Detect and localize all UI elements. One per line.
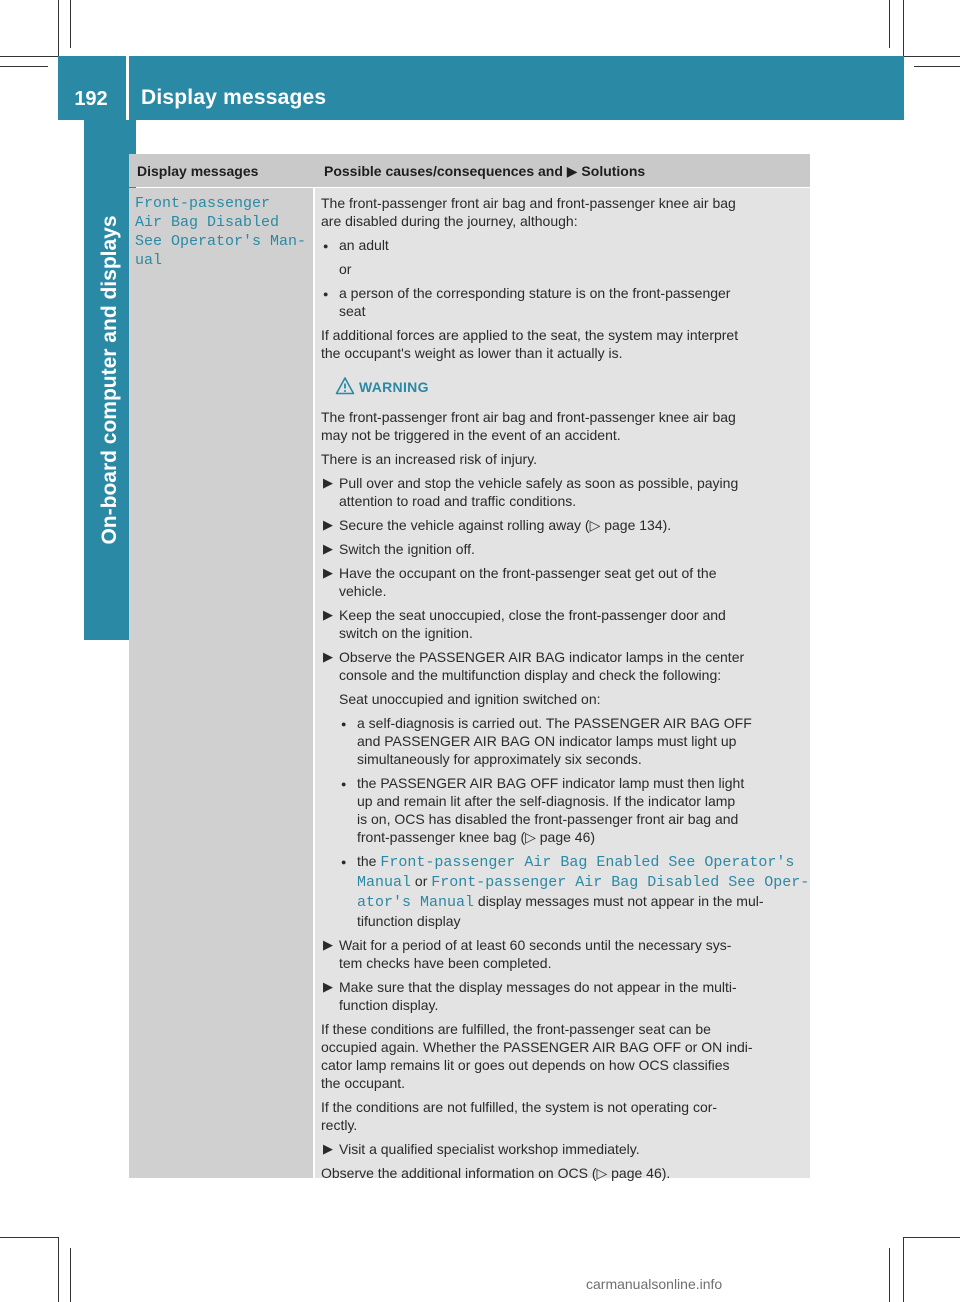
display-message-ref: Manual: [357, 874, 412, 891]
not-fulfilled-paragraph: [321, 1098, 805, 1134]
text-line: console and the multifunction display and check the following:: [339, 667, 722, 683]
step-item: [321, 648, 805, 684]
bullet-item: [321, 236, 805, 254]
text-line: rectly.: [321, 1117, 358, 1133]
step-item: [321, 606, 805, 642]
text-line: If additional forces are applied to the seat, the system may interpret: [321, 327, 739, 343]
crop-mark: [889, 0, 890, 48]
crop-mark: [58, 0, 59, 56]
warning-heading: [321, 376, 805, 398]
text-line: Switch the ignition off.: [339, 541, 475, 557]
crop-mark: [70, 0, 71, 48]
chapter-tab-label: On-board computer and displays: [98, 215, 121, 545]
text-line: a person of the corresponding stature is on the front-passenger: [339, 285, 731, 301]
text-line: a self-diagnosis is carried out. The PASSENGER AIR BAG OFF: [357, 715, 752, 731]
message-line: See Operator's Man‐: [135, 233, 307, 250]
text-line: Have the occupant on the front-passenger seat get out of the: [339, 565, 717, 581]
text-line: the occupant's weight as lower than it actually is.: [321, 345, 623, 361]
crop-mark: [0, 66, 48, 67]
intro-paragraph: [321, 194, 805, 230]
risk-paragraph: [321, 450, 805, 468]
text-line: cator lamp remains lit or goes out depends on how OCS classifies: [321, 1057, 730, 1073]
text-line: Make sure that the display messages do not appear in the multi‐: [339, 979, 737, 995]
crop-mark: [0, 56, 58, 57]
or-text: or: [339, 261, 352, 277]
warning-triangle-icon: [335, 376, 355, 396]
text-line: the occupant.: [321, 1075, 406, 1091]
display-messages-table: [129, 154, 810, 1181]
crop-mark: [914, 66, 960, 67]
crop-mark: [70, 1248, 71, 1302]
text-line: and PASSENGER AIR BAG ON indicator lamps must light up: [357, 733, 737, 749]
bullet-icon: ●: [341, 719, 347, 729]
display-message-text: [135, 194, 306, 270]
step-arrow-icon: ▶: [323, 937, 333, 952]
warning-paragraph: [321, 408, 805, 444]
step-item: [321, 474, 805, 510]
text-line: the PASSENGER AIR BAG OFF indicator lamp must then light: [357, 775, 745, 791]
text-line: up and remain lit after the self-diagnosis. If the indicator lamp: [357, 793, 736, 809]
message-cell: [129, 188, 313, 1178]
sub-bullet-item: [321, 852, 810, 930]
step-arrow-icon: ▶: [323, 979, 333, 994]
text-line: seat: [339, 303, 366, 319]
text-line: are disabled during the journey, although:: [321, 213, 578, 229]
bullet-item: [321, 284, 805, 320]
warning-label: WARNING: [359, 379, 429, 395]
text-line: tem checks have been completed.: [339, 955, 552, 971]
column-header-solutions: Possible causes/consequences and ▶ Solutions: [324, 163, 646, 179]
text-line: may not be triggered in the event of an accident.: [321, 427, 621, 443]
text-line: tifunction display: [357, 913, 461, 929]
text-line: vehicle.: [339, 583, 387, 599]
bullet-icon: ●: [341, 857, 347, 867]
observe-paragraph: [321, 1164, 805, 1182]
step-arrow-icon: ▶: [323, 1141, 333, 1156]
message-line: Air Bag Disabled: [135, 214, 280, 231]
table-header-row: [129, 154, 810, 187]
column-header-messages: Display messages: [137, 163, 259, 179]
text-line: [357, 892, 805, 912]
page-link[interactable]: Secure the vehicle against rolling away (▷ page 134).: [339, 517, 672, 533]
sub-bullet-item: [321, 714, 805, 768]
text-line: switch on the ignition.: [339, 625, 473, 641]
watermark: carmanualsonline.info: [586, 1276, 723, 1292]
step-item: [321, 540, 805, 558]
sub-bullet-item: [321, 774, 805, 846]
step-arrow-icon: ▶: [323, 607, 333, 622]
text-line: Observe the PASSENGER AIR BAG indicator lamps in the center: [339, 649, 745, 665]
text-line: [357, 872, 810, 892]
solutions-content: [321, 194, 810, 1188]
step-item: [321, 516, 805, 534]
step-item: [321, 564, 805, 600]
text-line: an adult: [339, 237, 389, 253]
step-arrow-icon: ▶: [323, 517, 333, 532]
page-link[interactable]: front-passenger knee bag (▷ page 46): [357, 829, 596, 845]
bullet-icon: ●: [323, 241, 329, 251]
display-message-ref: ator's Manual: [357, 894, 475, 911]
inline-text: or: [414, 873, 428, 889]
fulfilled-paragraph: [321, 1020, 805, 1092]
text-line: Visit a qualified specialist workshop immediately.: [339, 1141, 640, 1157]
page-link[interactable]: Observe the additional information on OCS (▷ page 46).: [321, 1165, 671, 1181]
text-line: attention to road and traffic conditions.: [339, 493, 577, 509]
inline-text: the: [357, 853, 377, 869]
step-arrow-icon: ▶: [323, 565, 333, 580]
crop-mark: [904, 1237, 960, 1238]
text-line: Keep the seat unoccupied, close the front-passenger door and: [339, 607, 726, 623]
text-line: occupied again. Whether the PASSENGER AIR BAG OFF or ON indi‐: [321, 1039, 753, 1055]
inline-text: display messages must not appear in the mul‐: [477, 893, 764, 909]
message-line: Front-passenger: [135, 195, 271, 212]
text-line: [357, 852, 805, 872]
step-item: [321, 978, 805, 1014]
message-line: ual: [135, 252, 163, 269]
additional-paragraph: [321, 326, 805, 362]
crop-mark: [903, 0, 904, 56]
step-arrow-icon: ▶: [323, 649, 333, 664]
display-message-ref: Front-passenger Air Bag Enabled See Operator's: [380, 854, 795, 871]
text-line: Pull over and stop the vehicle safely as soon as possible, paying: [339, 475, 739, 491]
step-arrow-icon: ▶: [323, 541, 333, 556]
step-item: [321, 936, 805, 972]
header-divider: [126, 56, 129, 120]
step-item: [321, 1140, 805, 1158]
crop-mark: [904, 56, 960, 57]
text-line: is on, OCS has disabled the front-passenger front air bag and: [357, 811, 739, 827]
text-line: If these conditions are fulfilled, the front-passenger seat can be: [321, 1021, 711, 1037]
page-title: Display messages: [141, 86, 327, 109]
text-line: simultaneously for approximately six seconds.: [357, 751, 642, 767]
bullet-icon: ●: [323, 289, 329, 299]
text-line: function display.: [339, 997, 439, 1013]
step-arrow-icon: ▶: [323, 475, 333, 490]
page-number: 192: [74, 88, 108, 110]
display-message-ref: Front-passenger Air Bag Disabled See Oper‐: [431, 874, 810, 891]
seat-note: Seat unoccupied and ignition switched on:: [339, 691, 601, 707]
crop-mark: [58, 1237, 59, 1302]
crop-mark: [889, 1248, 890, 1302]
text-line: The front-passenger front air bag and front-passenger knee air bag: [321, 409, 736, 425]
text-line: There is an increased risk of injury.: [321, 451, 538, 467]
text-line: Wait for a period of at least 60 seconds until the necessary sys‐: [339, 937, 732, 953]
bullet-icon: ●: [341, 779, 347, 789]
crop-mark: [0, 1237, 58, 1238]
crop-mark: [903, 1237, 904, 1302]
text-line: The front-passenger front air bag and front-passenger knee air bag: [321, 195, 736, 211]
solutions-cell: [315, 188, 810, 1181]
text-line: If the conditions are not fulfilled, the system is not operating cor‐: [321, 1099, 718, 1115]
